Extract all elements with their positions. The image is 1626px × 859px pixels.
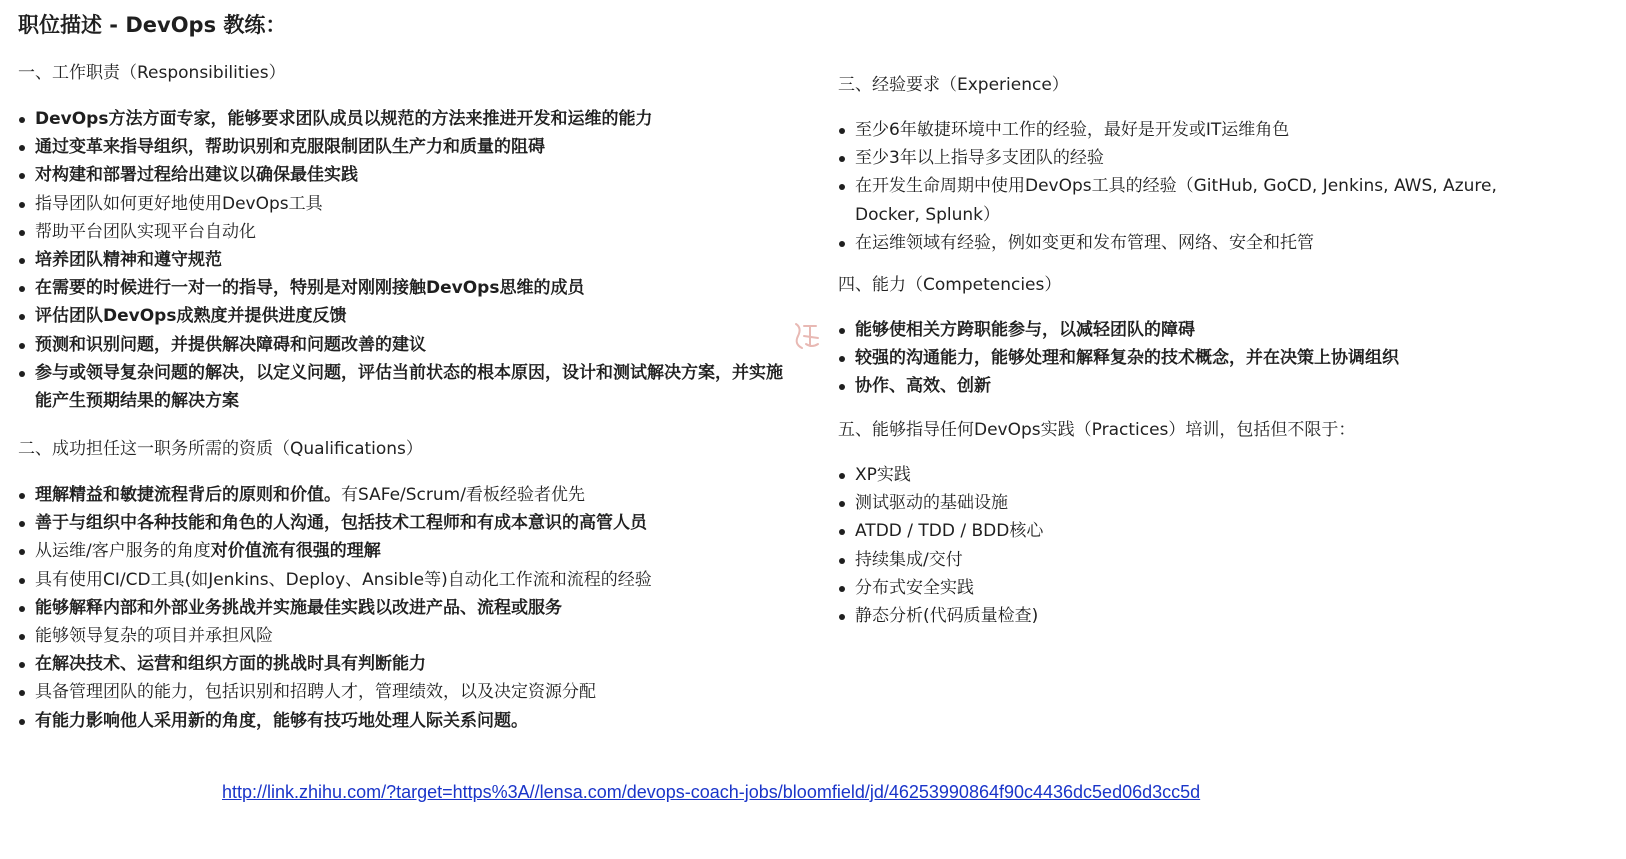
list-item-normal: 具备管理团队的能力，包括识别和招聘人才，管理绩效，以及决定资源分配 xyxy=(35,682,596,703)
list-item-strong: 有能力影响他人采用新的角度，能够有技巧地处理人际关系问题。 xyxy=(35,710,528,731)
list-item xyxy=(18,509,652,537)
list-item: 至少6年敏捷环境中工作的经验，最好是开发或IT运维角色 xyxy=(838,116,1563,144)
list-item: 能够使相关方跨职能参与，以减轻团队的障碍 xyxy=(838,316,1399,344)
list-item-strong: 在解决技术、运营和组织方面的挑战时具有判断能力 xyxy=(35,654,426,675)
practices-heading: 五、能够指导任何DevOps实践（Practices）培训，包括但不限于： xyxy=(838,420,1356,440)
stamp-watermark-icon xyxy=(788,318,824,354)
list-item xyxy=(18,594,652,622)
list-item xyxy=(18,650,652,678)
practices-list xyxy=(838,461,1043,630)
list-item-normal: 具有使用CI/CD工具(如Jenkins、Deploy、Ansible等)自动化工作流和流程的经验 xyxy=(35,569,652,590)
list-item: 协作、高效、创新 xyxy=(838,372,1399,400)
list-item-normal: 从运维/客户服务的角度 xyxy=(35,541,211,562)
list-item: 帮助平台团队实现平台自动化 xyxy=(18,218,788,246)
list-item: 至少3年以上指导多支团队的经验 xyxy=(838,144,1563,172)
qualifications-list xyxy=(18,481,652,735)
list-item-strong: 理解精益和敏捷流程背后的原则和价值。 xyxy=(35,485,341,505)
list-item xyxy=(18,537,652,565)
list-item: 评估团队DevOps成熟度并提供进度反馈 xyxy=(18,302,788,330)
list-item: 分布式安全实践 xyxy=(838,574,1043,602)
experience-list xyxy=(838,116,1563,257)
list-item: 静态分析(代码质量检查) xyxy=(838,602,1043,630)
list-item: 在运维领域有经验，例如变更和发布管理、网络、安全和托管 xyxy=(838,229,1563,257)
list-item: 测试驱动的基础设施 xyxy=(838,489,1043,517)
list-item: 较强的沟通能力，能够处理和解释复杂的技术概念，并在决策上协调组织 xyxy=(838,344,1399,372)
competencies-list xyxy=(838,316,1399,401)
list-item-strong: 能够解释内部和外部业务挑战并实施最佳实践以改进产品、流程或服务 xyxy=(35,597,562,618)
list-item-normal: 能够领导复杂的项目并承担风险 xyxy=(35,626,273,647)
list-item: ATDD / TDD / BDD核心 xyxy=(838,517,1043,545)
list-item xyxy=(18,566,652,594)
list-item: 参与或领导复杂问题的解决，以定义问题，评估当前状态的根本原因，设计和测试解决方案，并实施能产生预期结果的解决方案 xyxy=(18,359,788,415)
list-item-strong: 善于与组织中各种技能和角色的人沟通，包括技术工程师和有成本意识的高管人员 xyxy=(35,513,647,534)
list-item xyxy=(18,481,652,509)
list-item xyxy=(18,622,652,650)
responsibilities-list xyxy=(18,105,788,415)
list-item xyxy=(18,678,652,706)
list-item: 持续集成/交付 xyxy=(838,546,1043,574)
list-item: 在开发生命周期中使用DevOps工具的经验（GitHub, GoCD, Jenkins, AWS, Azure, Docker, Splunk） xyxy=(838,172,1563,228)
list-item: XP实践 xyxy=(838,461,1043,489)
page-title: 职位描述 - DevOps 教练： xyxy=(18,13,287,37)
list-item: DevOps方法方面专家，能够要求团队成员以规范的方法来推进开发和运维的能力 xyxy=(18,105,788,133)
responsibilities-heading: 一、工作职责（Responsibilities） xyxy=(18,63,286,83)
list-item xyxy=(18,707,652,735)
source-link[interactable]: http://link.zhihu.com/?target=https%3A//lensa.com/devops-coach-jobs/bloomfield/jd/46253990864f90c4436dc5ed06d3cc5d xyxy=(222,782,1201,802)
list-item-normal: 有SAFe/Scrum/看板经验者优先 xyxy=(341,485,585,505)
list-item: 在需要的时候进行一对一的指导，特别是对刚刚接触DevOps思维的成员 xyxy=(18,274,788,302)
competencies-heading: 四、能力（Competencies） xyxy=(838,275,1062,295)
list-item: 培养团队精神和遵守规范 xyxy=(18,246,788,274)
list-item: 通过变革来指导组织，帮助识别和克服限制团队生产力和质量的阻碍 xyxy=(18,133,788,161)
qualifications-heading: 二、成功担任这一职务所需的资质（Qualifications） xyxy=(18,439,423,459)
list-item: 指导团队如何更好地使用DevOps工具 xyxy=(18,190,788,218)
list-item: 对构建和部署过程给出建议以确保最佳实践 xyxy=(18,161,788,189)
list-item-strong: 对价值流有很强的理解 xyxy=(210,541,381,562)
experience-heading: 三、经验要求（Experience） xyxy=(838,75,1069,95)
list-item: 预测和识别问题，并提供解决障碍和问题改善的建议 xyxy=(18,331,788,359)
